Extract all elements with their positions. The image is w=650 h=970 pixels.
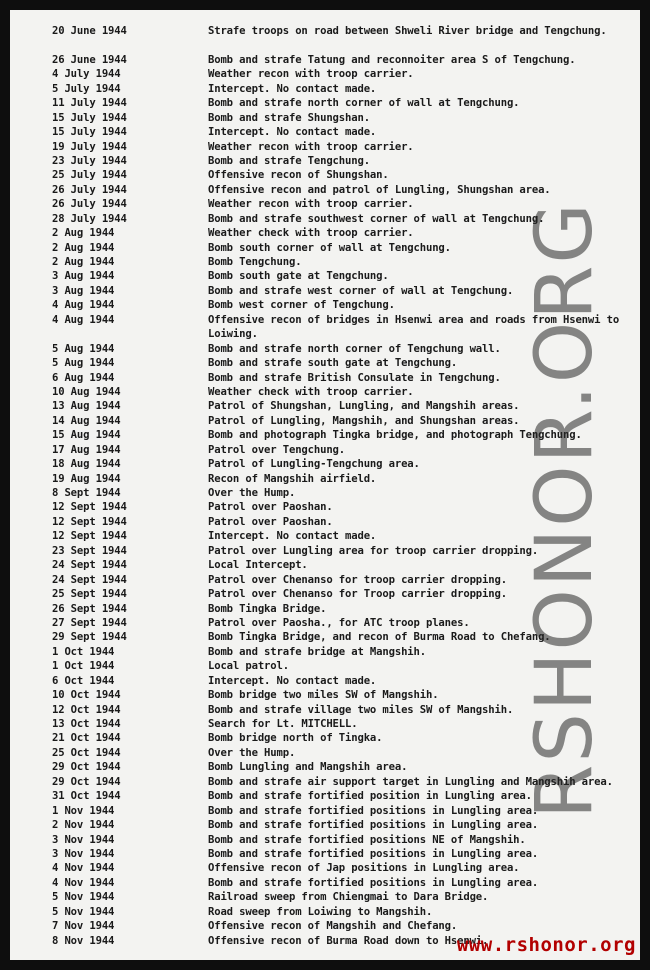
entry-date: 3 Nov 1944 [52, 833, 115, 846]
entry-mission: Patrol over Tengchung. [208, 443, 346, 456]
entry-mission: Bomb and strafe bridge at Mangshih. [208, 645, 426, 658]
entry-date: 24 Sept 1944 [52, 573, 127, 586]
entry-mission: Patrol over Chenanso for troop carrier dropping. [208, 573, 507, 586]
entry-date: 29 Sept 1944 [52, 631, 127, 644]
log-entry [30, 53, 632, 67]
log-entry [30, 24, 632, 53]
log-entry [30, 140, 632, 154]
entry-mission: Patrol of Lungling-Tengchung area. [208, 458, 420, 471]
log-entry [30, 356, 632, 370]
entry-mission: Intercept. No contact made. [208, 82, 377, 95]
entry-date: 15 July 1944 [52, 111, 127, 124]
entry-date: 3 Aug 1944 [52, 284, 115, 297]
entry-mission: Bomb south gate at Tengchung. [208, 270, 389, 283]
entry-mission: Bomb and strafe Shungshan. [208, 111, 370, 124]
entry-date: 1 Nov 1944 [52, 804, 115, 817]
watermark-url: www.rshonor.org [456, 934, 636, 956]
entry-mission: Bomb and strafe air support target in Lungling and Mangshih area. [208, 775, 613, 788]
entry-date: 4 July 1944 [52, 68, 121, 81]
log-entry [30, 674, 632, 688]
entry-date: 1 Oct 1944 [52, 660, 115, 673]
entry-mission: Bomb and strafe fortified positions in Lungling area. [208, 819, 539, 832]
log-entry [30, 399, 632, 413]
log-entry [30, 385, 632, 399]
log-entry [30, 746, 632, 760]
entry-mission: Bomb and strafe British Consulate in Tengchung. [208, 371, 501, 384]
entry-date: 3 Aug 1944 [52, 270, 115, 283]
entry-mission: Bomb and strafe fortified position in Lungling area. [208, 790, 532, 803]
log-entry [30, 472, 632, 486]
entry-date: 2 Aug 1944 [52, 241, 115, 254]
log-entry [30, 154, 632, 168]
entry-date: 29 Oct 1944 [52, 775, 121, 788]
log-entry [30, 313, 632, 342]
entry-date: 6 Aug 1944 [52, 371, 115, 384]
log-entry [30, 659, 632, 673]
entry-mission: Bomb west corner of Tengchung. [208, 299, 395, 312]
log-entry [30, 861, 632, 875]
entry-date: 26 Sept 1944 [52, 602, 127, 615]
entry-date: 26 July 1944 [52, 198, 127, 211]
entry-mission: Patrol over Lungling area for troop carrier dropping. [208, 544, 539, 557]
log-entry [30, 717, 632, 731]
log-entry [30, 428, 632, 442]
entry-date: 8 Nov 1944 [52, 934, 115, 947]
entry-date: 6 Oct 1944 [52, 674, 115, 687]
log-entry [30, 486, 632, 500]
entry-date: 2 Aug 1944 [52, 227, 115, 240]
entry-date: 12 Sept 1944 [52, 501, 127, 514]
entry-date: 10 Oct 1944 [52, 689, 121, 702]
entry-mission: Bomb and strafe south gate at Tengchung. [208, 357, 458, 370]
log-entry [30, 804, 632, 818]
entry-mission: Bomb Lungling and Mangshih area. [208, 761, 408, 774]
log-entry [30, 67, 632, 81]
entry-mission: Weather recon with troop carrier. [208, 68, 414, 81]
log-entry [30, 284, 632, 298]
entry-mission: Bomb and strafe southwest corner of wall at Tengchung. [208, 212, 545, 225]
entry-mission: Local Intercept. [208, 559, 308, 572]
entry-date: 3 Nov 1944 [52, 847, 115, 860]
entry-date: 10 Aug 1944 [52, 385, 121, 398]
entry-mission: Bomb and strafe west corner of wall at Tengchung. [208, 284, 514, 297]
entry-mission: Patrol over Paoshan. [208, 501, 333, 514]
entry-date: 26 July 1944 [52, 183, 127, 196]
entry-mission: Bomb Tingka Bridge. [208, 602, 327, 615]
entry-date: 19 July 1944 [52, 140, 127, 153]
log-entry [30, 789, 632, 803]
entry-mission: Recon of Mangshih airfield. [208, 472, 377, 485]
entry-mission: Patrol over Paosha., for ATC troop planes. [208, 616, 470, 629]
log-entry [30, 298, 632, 312]
log-entry [30, 919, 632, 933]
entry-date: 15 July 1944 [52, 126, 127, 139]
entry-date: 2 Aug 1944 [52, 256, 115, 269]
log-entry [30, 414, 632, 428]
entry-mission: Bomb Tingka Bridge, and recon of Burma Road to Chefang. [208, 631, 551, 644]
entry-date: 7 Nov 1944 [52, 920, 115, 933]
entry-date: 13 Oct 1944 [52, 718, 121, 731]
entry-mission: Bomb and strafe village two miles SW of Mangshih. [208, 703, 514, 716]
log-entry [30, 212, 632, 226]
entry-date: 24 Sept 1944 [52, 559, 127, 572]
entry-mission: Intercept. No contact made. [208, 674, 377, 687]
entry-mission: Weather check with troop carrier. [208, 227, 414, 240]
entry-mission: Weather recon with troop carrier. [208, 198, 414, 211]
log-entry [30, 529, 632, 543]
log-entry [30, 371, 632, 385]
entry-date: 12 Sept 1944 [52, 515, 127, 528]
log-entry [30, 111, 632, 125]
entry-mission: Road sweep from Loiwing to Mangshih. [208, 905, 433, 918]
entry-date: 29 Oct 1944 [52, 761, 121, 774]
entry-date: 11 July 1944 [52, 97, 127, 110]
entry-mission: Bomb and strafe fortified positions in Lungling area. [208, 847, 539, 860]
entry-date: 4 Nov 1944 [52, 862, 115, 875]
entry-date: 8 Sept 1944 [52, 487, 121, 500]
log-entry [30, 587, 632, 601]
entry-mission: Strafe troops on road between Shweli River bridge and Tengchung. [208, 25, 607, 37]
entry-date: 19 Aug 1944 [52, 472, 121, 485]
entry-date: 13 Aug 1944 [52, 400, 121, 413]
entry-date: 25 Oct 1944 [52, 746, 121, 759]
entry-mission: Offensive recon of bridges in Hsenwi area and roads from Hsenwi to Loiwing. [208, 313, 620, 341]
log-entry [30, 602, 632, 616]
entry-date: 4 Aug 1944 [52, 299, 115, 312]
entry-mission: Patrol of Shungshan, Lungling, and Mangshih areas. [208, 400, 520, 413]
entry-date: 26 June 1944 [52, 53, 127, 66]
log-entry [30, 573, 632, 587]
entry-mission: Offensive recon of Mangshih and Chefang. [208, 920, 458, 933]
entry-mission: Weather check with troop carrier. [208, 385, 414, 398]
log-entry [30, 876, 632, 890]
entry-date: 27 Sept 1944 [52, 616, 127, 629]
log-entry [30, 269, 632, 283]
log-entry [30, 833, 632, 847]
log-entry [30, 226, 632, 240]
log-entry [30, 645, 632, 659]
entry-date: 1 Oct 1944 [52, 645, 115, 658]
entry-date: 4 Aug 1944 [52, 313, 115, 326]
log-entry [30, 241, 632, 255]
entry-date: 12 Oct 1944 [52, 703, 121, 716]
entry-date: 25 Sept 1944 [52, 588, 127, 601]
entry-mission: Bomb and photograph Tingka bridge, and photograph Tengchung. [208, 429, 582, 442]
log-entry [30, 183, 632, 197]
entry-mission: Patrol over Chenanso for Troop carrier dropping. [208, 588, 507, 601]
log-entry [30, 847, 632, 861]
entry-mission: Search for Lt. MITCHELL. [208, 718, 358, 731]
entry-date: 23 Sept 1944 [52, 544, 127, 557]
log-entry [30, 731, 632, 745]
log-entry [30, 703, 632, 717]
entry-mission: Offensive recon and patrol of Lungling, Shungshan area. [208, 183, 551, 196]
entry-date: 21 Oct 1944 [52, 732, 121, 745]
log-entry [30, 255, 632, 269]
entry-mission: Over the Hump. [208, 487, 296, 500]
entry-date: 20 June 1944 [52, 25, 127, 37]
entry-date: 5 July 1944 [52, 82, 121, 95]
entry-mission: Over the Hump. [208, 746, 296, 759]
log-entry [30, 688, 632, 702]
entry-mission: Bomb and strafe north corner of wall at Tengchung. [208, 97, 520, 110]
log-entry [30, 125, 632, 139]
entry-mission: Offensive recon of Shungshan. [208, 169, 389, 182]
entry-date: 31 Oct 1944 [52, 790, 121, 803]
log-entry [30, 82, 632, 96]
log-entry [30, 818, 632, 832]
log-entry [30, 457, 632, 471]
entry-date: 25 July 1944 [52, 169, 127, 182]
entry-mission: Patrol of Lungling, Mangshih, and Shungshan areas. [208, 414, 520, 427]
entry-date: 5 Nov 1944 [52, 891, 115, 904]
entry-date: 14 Aug 1944 [52, 414, 121, 427]
log-entry [30, 630, 632, 644]
log-entry [30, 500, 632, 514]
watermark-vertical-text: RSHONOR.ORG [520, 201, 610, 819]
entry-date: 5 Aug 1944 [52, 357, 115, 370]
entry-date: 18 Aug 1944 [52, 458, 121, 471]
log-entry [30, 760, 632, 774]
entry-mission: Patrol over Paoshan. [208, 515, 333, 528]
entry-mission: Bomb bridge north of Tingka. [208, 732, 383, 745]
entry-mission: Bomb south corner of wall at Tengchung. [208, 241, 451, 254]
entry-date: 5 Nov 1944 [52, 905, 115, 918]
entry-mission: Railroad sweep from Chiengmai to Dara Bridge. [208, 891, 489, 904]
entry-date: 4 Nov 1944 [52, 876, 115, 889]
entry-mission: Bomb and strafe north corner of Tengchung wall. [208, 342, 501, 355]
entry-date: 23 July 1944 [52, 154, 127, 167]
entry-mission: Bomb Tengchung. [208, 256, 302, 269]
log-entry [30, 515, 632, 529]
log-entry [30, 775, 632, 789]
mission-log [30, 24, 632, 948]
entry-date: 2 Nov 1944 [52, 819, 115, 832]
entry-mission: Weather recon with troop carrier. [208, 140, 414, 153]
log-entry [30, 890, 632, 904]
entry-mission: Bomb bridge two miles SW of Mangshih. [208, 689, 439, 702]
log-entry [30, 197, 632, 211]
log-entry [30, 96, 632, 110]
entry-mission: Bomb and strafe fortified positions NE of Mangshih. [208, 833, 526, 846]
entry-date: 15 Aug 1944 [52, 429, 121, 442]
log-entry [30, 558, 632, 572]
entry-mission: Bomb and strafe Tengchung. [208, 154, 370, 167]
entry-mission: Bomb and strafe fortified positions in Lungling area. [208, 876, 539, 889]
log-entry [30, 616, 632, 630]
entry-mission: Bomb and strafe fortified positions in Lungling area. [208, 804, 539, 817]
entry-date: 17 Aug 1944 [52, 443, 121, 456]
log-entry [30, 342, 632, 356]
entry-mission: Intercept. No contact made. [208, 126, 377, 139]
log-entry [30, 168, 632, 182]
log-entry [30, 443, 632, 457]
entry-mission: Offensive recon of Jap positions in Lungling area. [208, 862, 520, 875]
log-entry [30, 905, 632, 919]
entry-mission: Intercept. No contact made. [208, 530, 377, 543]
entry-date: 5 Aug 1944 [52, 342, 115, 355]
log-entry [30, 544, 632, 558]
entry-mission: Local patrol. [208, 660, 289, 673]
entry-mission: Bomb and strafe Tatung and reconnoiter area S of Tengchung. [208, 53, 576, 66]
entry-mission: Offensive recon of Burma Road down to Hsenwi. [208, 934, 489, 947]
entry-date: 12 Sept 1944 [52, 530, 127, 543]
entry-date: 28 July 1944 [52, 212, 127, 225]
